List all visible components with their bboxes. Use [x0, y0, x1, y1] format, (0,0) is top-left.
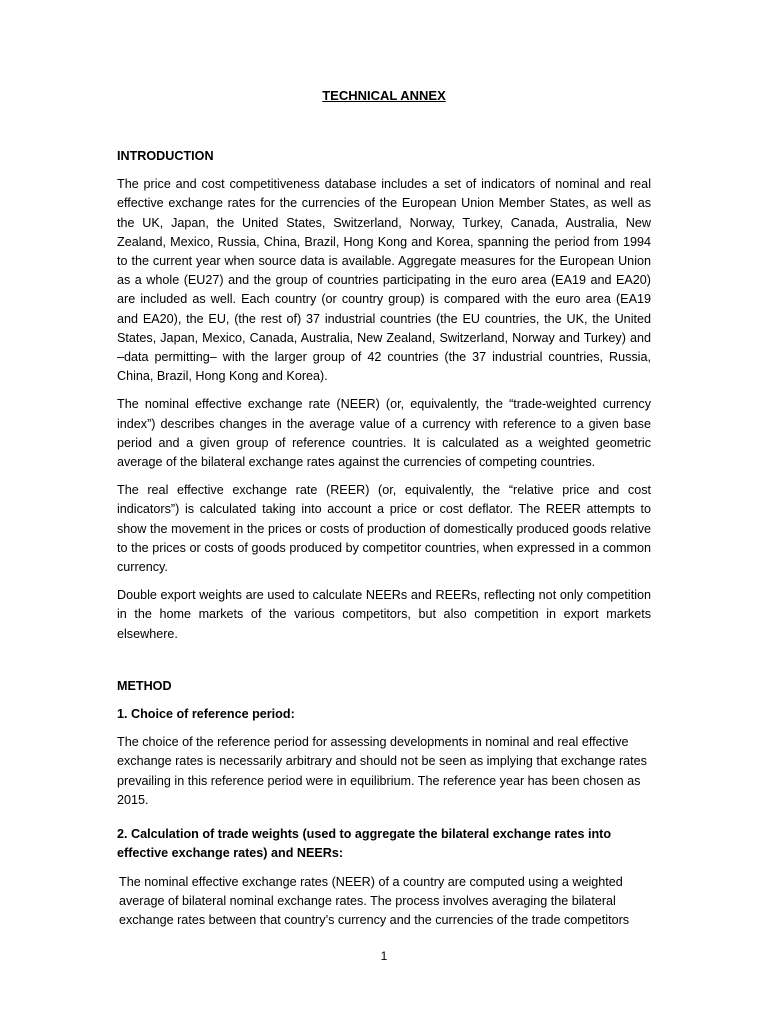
introduction-paragraph-3: The real effective exchange rate (REER) (or, equivalently, the “relative price and cost indicators”) is calculated taking into account a price or cost deflator. The REER attempts to show the movement in the prices or costs of production of domestically produced goods relative to the prices or costs of goods produced by competitor countries, when expressed in a common currency. [117, 483, 651, 575]
introduction-paragraph-2: The nominal effective exchange rate (NEER) (or, equivalently, the “trade-weighted currency index”) describes changes in the average value of a currency with reference to a given base period and a given group of reference countries. It is calculated as a weighted geometric average of the bilateral exchange rates against the currencies of competing countries. [117, 397, 651, 470]
page-number: 1 [380, 949, 388, 963]
introduction-heading: INTRODUCTION [117, 149, 214, 163]
reference-period-paragraph: The choice of the reference period for assessing developments in nominal and real effective exchange rates is necessarily arbitrary and should not be seen as implying that exchange rates prevailing in this reference period were in equilibrium. The reference year has been chosen as 2015. [117, 735, 647, 807]
introduction-paragraph-4: Double export weights are used to calculate NEERs and REERs, reflecting not only competition in the home markets of the various competitors, but also competition in export markets elsewhere. [117, 588, 651, 641]
document-body [117, 86, 651, 939]
method-heading: METHOD [117, 678, 172, 693]
introduction-paragraph-1: The price and cost competitiveness database includes a set of indicators of nominal and real effective exchange rates for the currencies of the European Union Member States, as well as the UK, Japan, the United States, Switzerland, Norway, Turkey, Canada, Australia, New Zealand, Mexico, Russia, China, Brazil, Hong Kong and Korea, spanning the period from 1994 to the current year when source data is available. Aggregate measures for the European Union as a whole (EU27) and the group of countries participating in the euro area (EA19 and EA20) are included as well. Each country (or country group) is compared with the euro area (EA19 and EA20), the EU, (the rest of) 37 industrial countries (the EU countries, the UK, the United States, Japan, Mexico, Canada, Australia, New Zealand, Switzerland, Norway and Turkey) and –data permitting– with the larger group of 42 countries (the 37 industrial countries, Russia, China, Brazil, Hong Kong and Korea). [117, 177, 651, 384]
document-title: TECHNICAL ANNEX [322, 88, 446, 103]
trade-weights-heading: 2. Calculation of trade weights (used to aggregate the bilateral exchange rates into effective exchange rates) and NEERs: [117, 827, 612, 861]
reference-period-heading: 1. Choice of reference period: [117, 707, 295, 722]
trade-weights-paragraph: The nominal effective exchange rates (NEER) of a country are computed using a weighted average of bilateral nominal exchange rates. The process involves averaging the bilateral exchange rates between that country’s currency and the currencies of the trade competitors [119, 874, 630, 927]
